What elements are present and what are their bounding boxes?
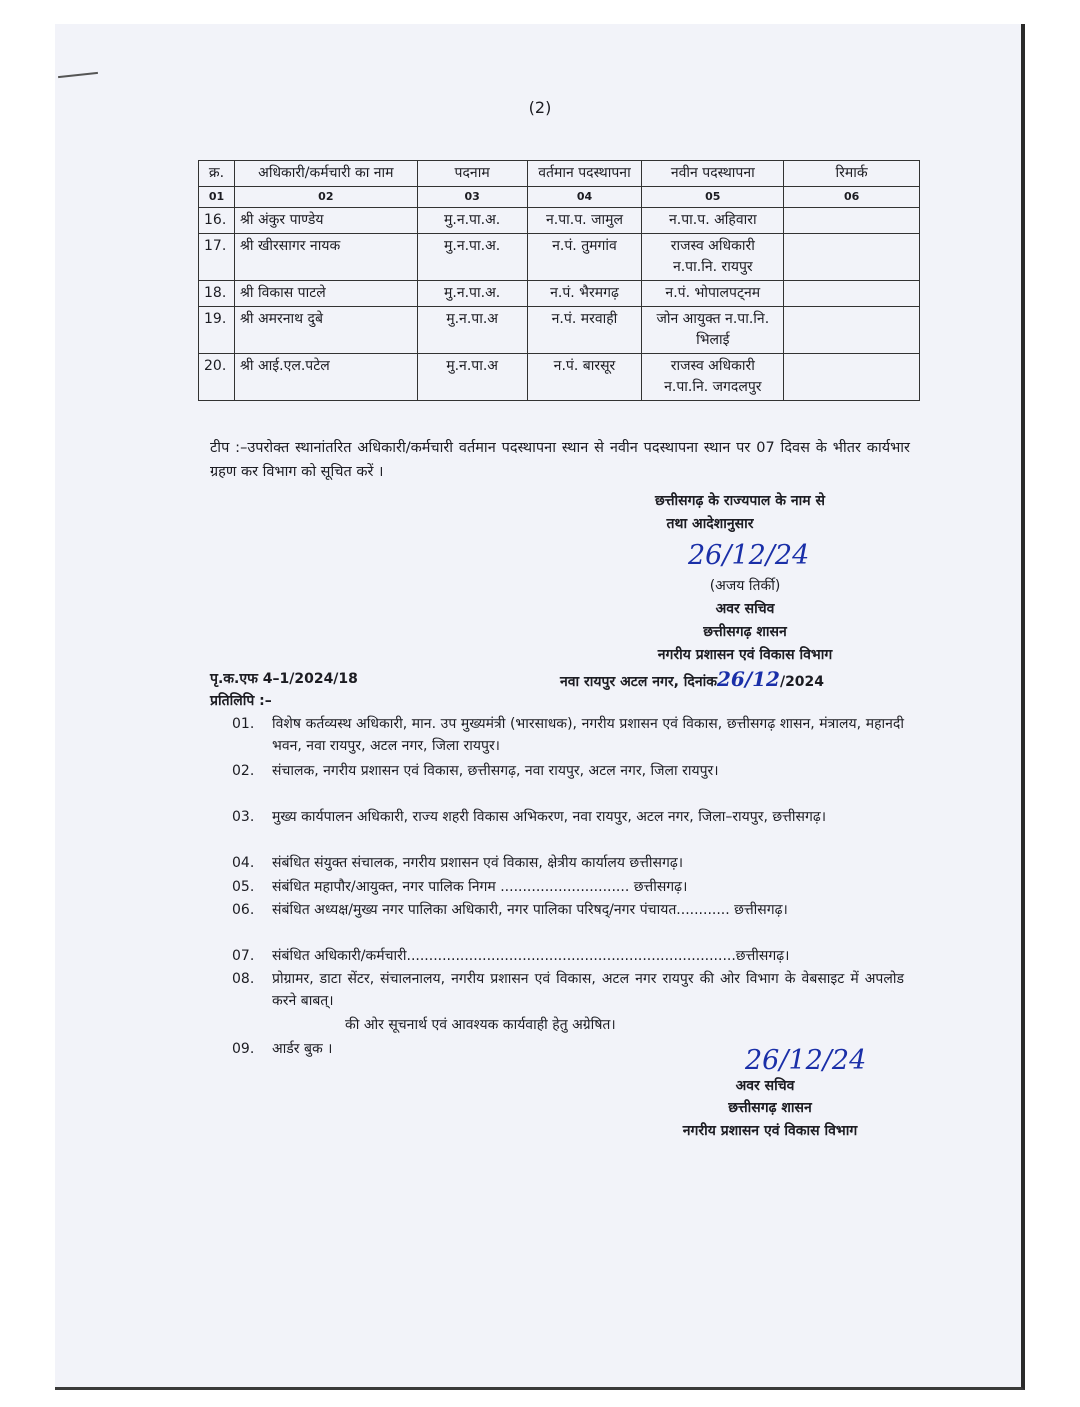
- transfer-table: [198, 160, 920, 401]
- copy-item-text: मुख्य कार्यपालन अधिकारी, राज्य शहरी विकास अभिकरण, नवा रायपुर, अटल नगर, जिला–रायपुर, छत्तीसगढ़।: [272, 809, 827, 825]
- header-cell: नवीन पदस्थापना: [642, 161, 784, 187]
- current-posting: न.पा.प. जामुल: [527, 208, 642, 234]
- column-number: 03: [417, 187, 527, 208]
- header-cell: पदनाम: [417, 161, 527, 187]
- remark: [784, 234, 920, 281]
- employee-name: श्री खीरसागर नायक: [234, 234, 417, 281]
- copy-item-text: संबंधित अध्यक्ष/मुख्य नगर पालिका अधिकारी, नगर पालिका परिषद्/नगर पंचायत............ छत्तीसगढ़।: [272, 902, 788, 918]
- signatory-department: नगरीय प्रशासन एवं विकास विभाग: [657, 647, 833, 663]
- current-posting: न.पं. मरवाही: [527, 307, 642, 354]
- sig2-designation: अवर सचिव: [735, 1078, 795, 1094]
- new-posting: न.पं. भोपालपट्नम: [642, 281, 784, 307]
- employee-name: श्री आई.एल.पटेल: [234, 354, 417, 401]
- table-row: [199, 208, 920, 234]
- header-cell: क्र.: [199, 161, 235, 187]
- signature-2: 26/12/24: [745, 1045, 867, 1076]
- sig2-department: नगरीय प्रशासन एवं विकास विभाग: [682, 1123, 858, 1139]
- employee-name: श्री विकास पाटले: [234, 281, 417, 307]
- copy-item-text: विशेष कर्तव्यस्थ अधिकारी, मान. उप मुख्यमंत्री (भारसाधक), नगरीय प्रशासन एवं विकास, छत्तीसगढ़ शासन, मंत्रालय, महानदी भवन, नवा रायपुर, अटल नगर, जिला रायपुर।: [272, 716, 904, 754]
- signature-1: 26/12/24: [688, 540, 810, 571]
- row-serial: 18.: [199, 281, 235, 307]
- copy-item-number: 05.: [232, 879, 255, 895]
- new-posting: राजस्व अधिकारी न.पा.नि. रायपुर: [642, 234, 784, 281]
- employee-name: श्री अमरनाथ दुबे: [234, 307, 417, 354]
- row-serial: 20.: [199, 354, 235, 401]
- column-number: 04: [527, 187, 642, 208]
- file-number: पृ.क.एफ 4–1/2024/18: [210, 671, 358, 687]
- copy-item-text: आर्डर बुक ।: [272, 1041, 333, 1057]
- header-cell: अधिकारी/कर्मचारी का नाम: [234, 161, 417, 187]
- header-cell: रिमार्क: [784, 161, 920, 187]
- new-posting: न.पा.प. अहिवारा: [642, 208, 784, 234]
- row-serial: 17.: [199, 234, 235, 281]
- signatory-name: (अजय तिर्की): [709, 578, 781, 594]
- page-number: (2): [528, 98, 552, 117]
- date-suffix: /2024: [779, 674, 825, 690]
- column-number: 01: [199, 187, 235, 208]
- signatory-designation: अवर सचिव: [715, 601, 775, 617]
- employee-name: श्री अंकुर पाण्डेय: [234, 208, 417, 234]
- forward-line: की ओर सूचनार्थ एवं आवश्यक कार्यवाही हेतु अग्रेषित।: [345, 1017, 616, 1033]
- new-posting: राजस्व अधिकारी न.पा.नि. जगदलपुर: [642, 354, 784, 401]
- copy-item-number: 01.: [232, 716, 255, 732]
- designation: मु.न.पा.अ.: [417, 281, 527, 307]
- table-header-row: [199, 161, 920, 187]
- copy-item-text: संबंधित अधिकारी/कर्मचारी..........................................................................छत्तीसगढ़।: [272, 948, 790, 964]
- remark: [784, 208, 920, 234]
- date-handwritten: 26/12: [716, 667, 780, 691]
- table-row: [199, 354, 920, 401]
- row-serial: 19.: [199, 307, 235, 354]
- signatory-government: छत्तीसगढ़ शासन: [703, 624, 787, 640]
- copy-item-text: प्रोग्रामर, डाटा सेंटर, संचालनालय, नगरीय प्रशासन एवं विकास, अटल नगर रायपुर की ओर विभाग के वेबसाइट में अपलोड करने बाबत्।: [272, 971, 904, 1009]
- copy-item-text: संबंधित संयुक्त संचालक, नगरीय प्रशासन एवं विकास, क्षेत्रीय कार्यालय छत्तीसगढ़।: [272, 855, 684, 871]
- date-prefix: नवा रायपुर अटल नगर, दिनांक: [560, 674, 717, 690]
- copy-item-number: 03.: [232, 809, 255, 825]
- table-row: [199, 234, 920, 281]
- copy-item-number: 04.: [232, 855, 255, 871]
- new-posting: जोन आयुक्त न.पा.नि. भिलाई: [642, 307, 784, 354]
- designation: मु.न.पा.अ: [417, 354, 527, 401]
- copy-item-number: 08.: [232, 971, 255, 987]
- column-number-row: [199, 187, 920, 208]
- copy-item-number: 06.: [232, 902, 255, 918]
- table-row: [199, 307, 920, 354]
- remark: [784, 307, 920, 354]
- row-serial: 16.: [199, 208, 235, 234]
- remark: [784, 281, 920, 307]
- copy-heading: प्रतिलिपि :–: [210, 693, 272, 709]
- table-row: [199, 281, 920, 307]
- copy-item-number: 09.: [232, 1041, 255, 1057]
- current-posting: न.पं. तुमगांव: [527, 234, 642, 281]
- column-number: 06: [784, 187, 920, 208]
- order-line-2: तथा आदेशानुसार: [666, 516, 754, 532]
- order-date: [560, 668, 910, 693]
- designation: मु.न.पा.अ: [417, 307, 527, 354]
- current-posting: न.पं. भैरमगढ़: [527, 281, 642, 307]
- copy-item-text: संचालक, नगरीय प्रशासन एवं विकास, छत्तीसगढ़, नवा रायपुर, अटल नगर, जिला रायपुर।: [272, 763, 719, 779]
- order-line-1: छत्तीसगढ़ के राज्यपाल के नाम से: [655, 493, 825, 509]
- sig2-government: छत्तीसगढ़ शासन: [728, 1100, 812, 1116]
- designation: मु.न.पा.अ.: [417, 208, 527, 234]
- copy-item-text: संबंधित महापौर/आयुक्त, नगर पालिक निगम ............................. छत्तीसगढ़।: [272, 879, 688, 895]
- designation: मु.न.पा.अ.: [417, 234, 527, 281]
- header-cell: वर्तमान पदस्थापना: [527, 161, 642, 187]
- note-paragraph: टीप :–उपरोक्त स्थानांतरित अधिकारी/कर्मचारी वर्तमान पदस्थापना स्थान से नवीन पदस्थापना स्थान पर 07 दिवस के भीतर कार्यभार ग्रहण कर विभाग को सूचित करें ।: [210, 440, 910, 480]
- copy-item-number: 02.: [232, 763, 255, 779]
- remark: [784, 354, 920, 401]
- current-posting: न.पं. बारसूर: [527, 354, 642, 401]
- copy-item-number: 07.: [232, 948, 255, 964]
- column-number: 02: [234, 187, 417, 208]
- column-number: 05: [642, 187, 784, 208]
